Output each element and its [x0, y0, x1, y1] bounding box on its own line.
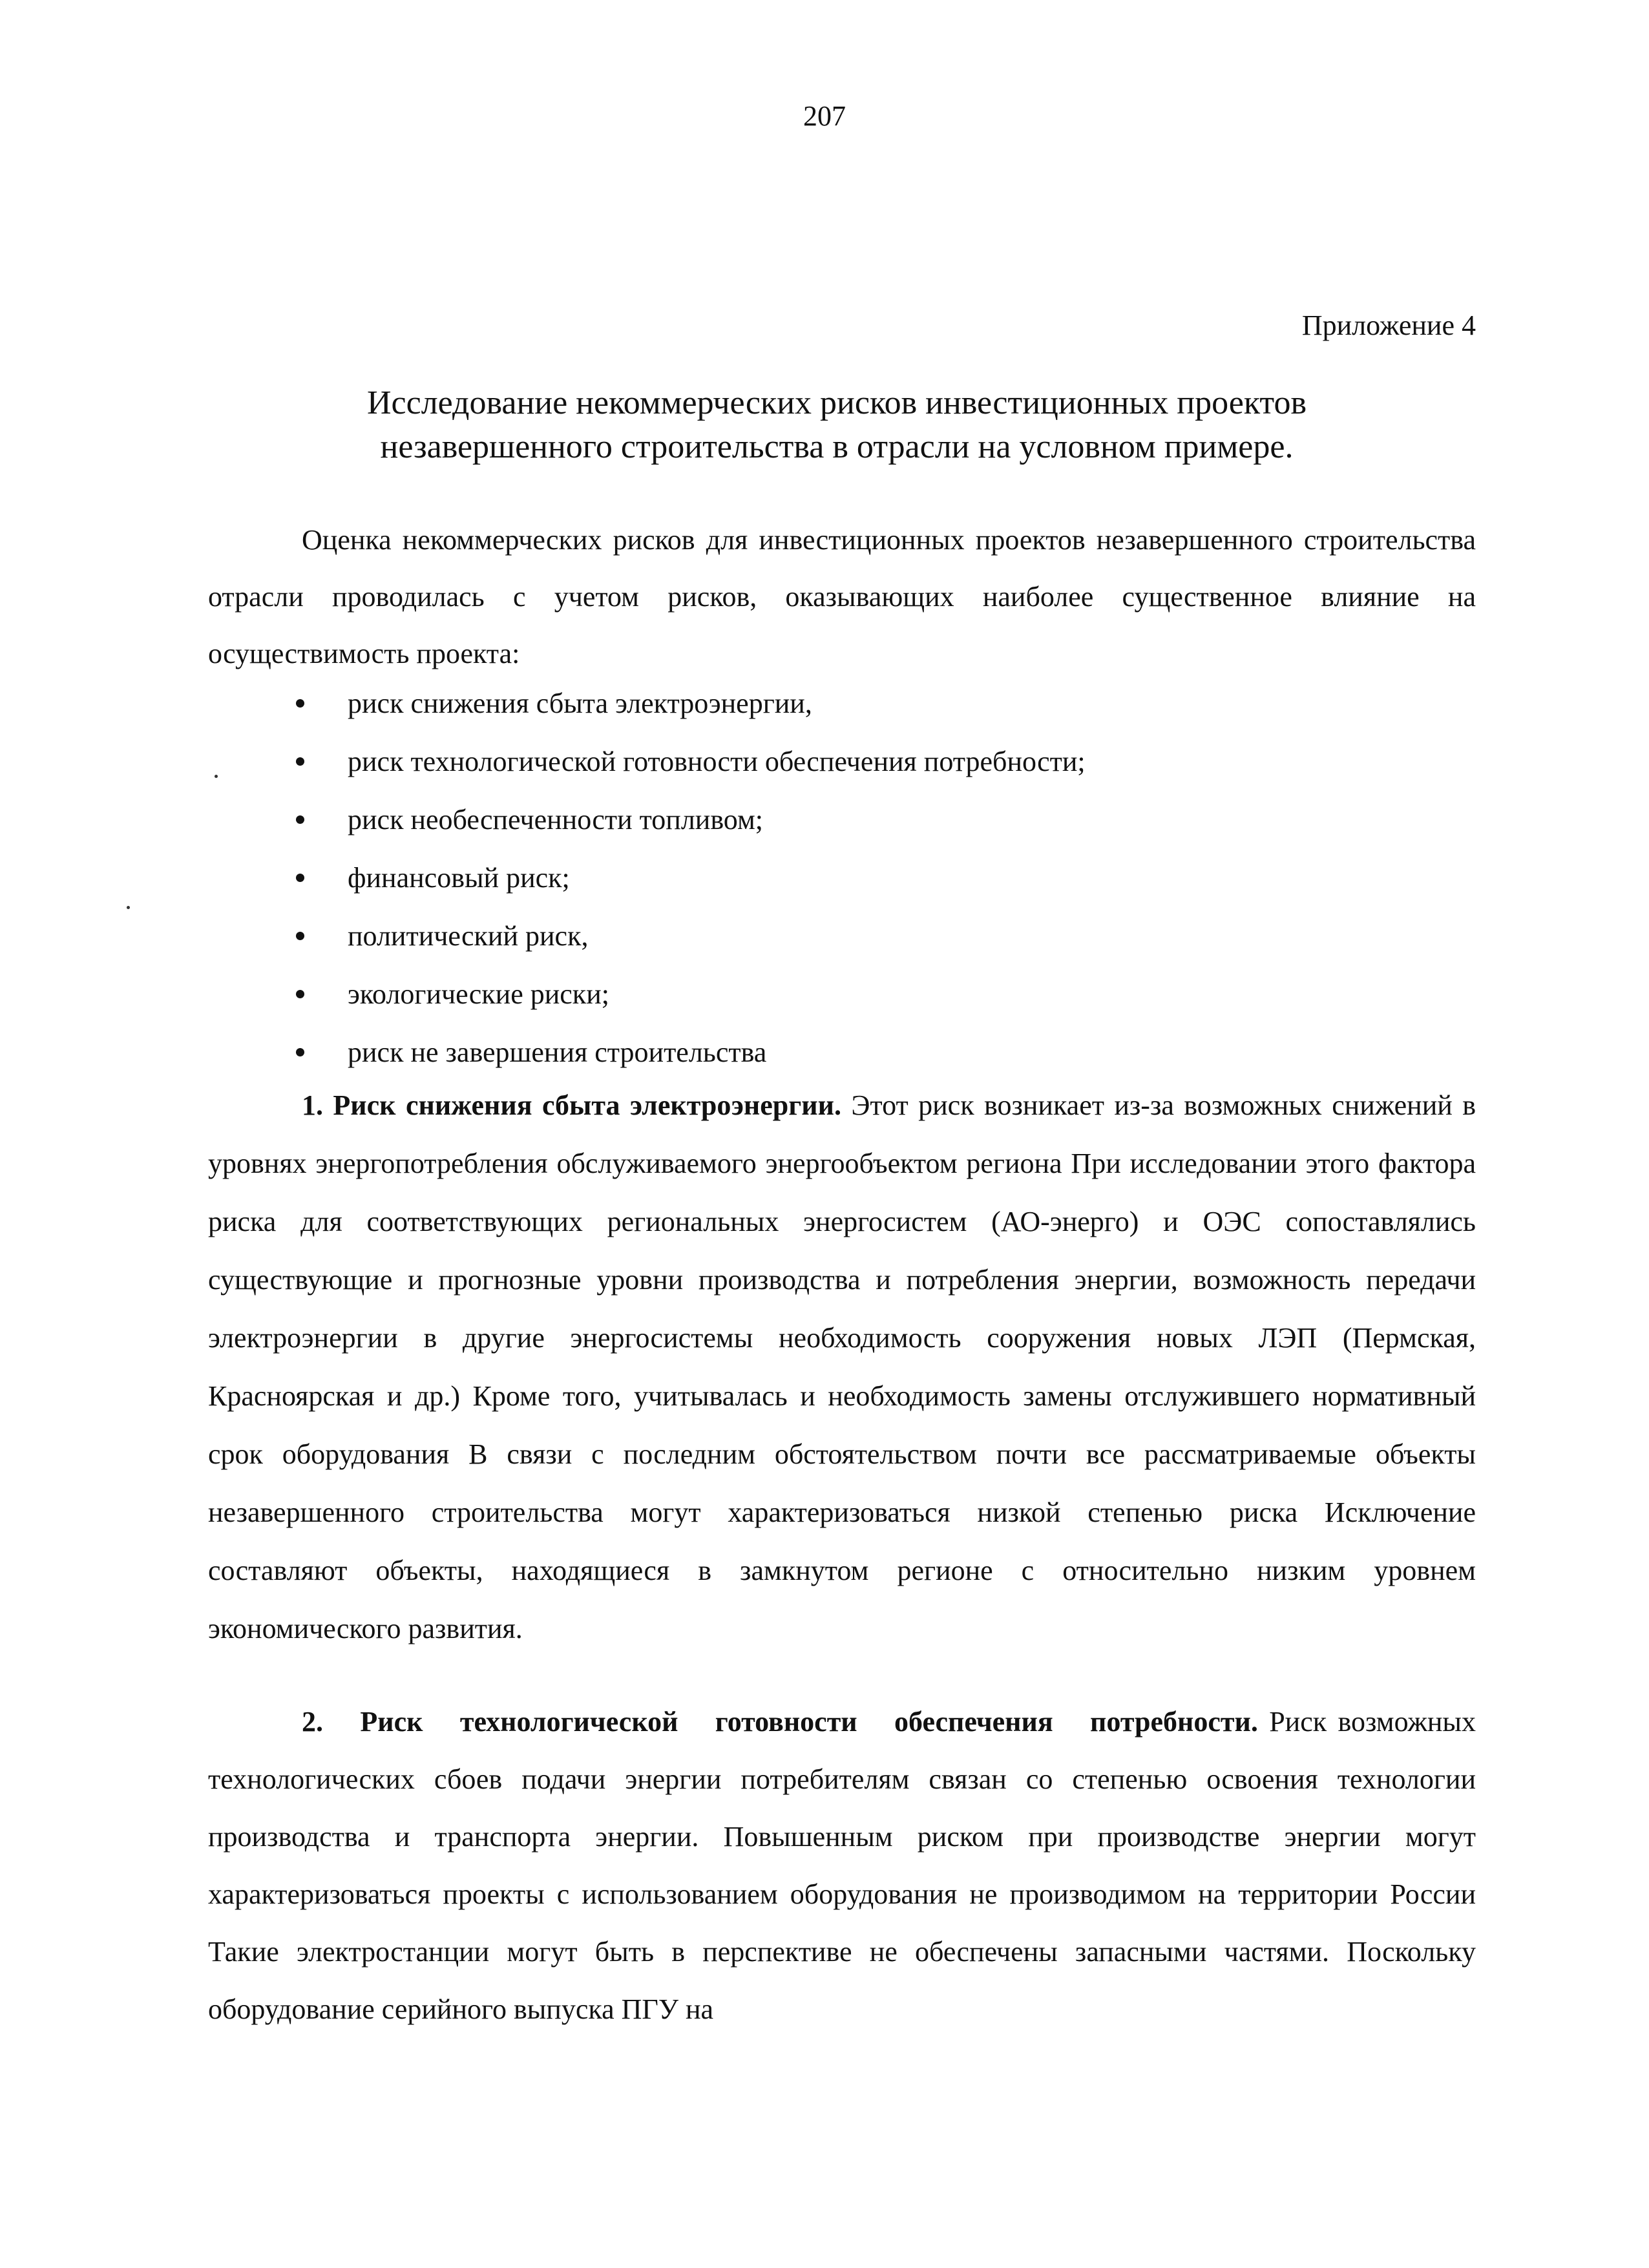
bullet-icon	[296, 1048, 304, 1056]
list-item	[296, 675, 1086, 733]
list-item-text: риск необеспеченности топливом;	[348, 804, 764, 835]
list-item-text: риск технологической готовности обеспечения потребности;	[348, 746, 1086, 777]
list-item	[296, 733, 1086, 791]
list-item	[296, 965, 1086, 1024]
list-item-text: риск снижения сбыта электроэнергии,	[348, 688, 812, 719]
page-number: 207	[803, 100, 846, 132]
list-item-text: экологические риски;	[348, 978, 609, 1010]
bullet-icon	[296, 757, 304, 766]
section-2-body: Риск возможных технологических сбоев подачи энергии потребителям связан со степенью освоения технологии производства и транспорта энергии. Повышенным риском при производстве энергии могут характеризоваться проекты с использованием оборудования не производимом на территории России Такие электростанции могут быть в перспективе не обеспечены запасными частями. Поскольку оборудование серийного выпуска ПГУ на	[208, 1706, 1476, 2025]
scan-speck	[215, 775, 218, 778]
bullet-icon	[296, 874, 304, 882]
intro-paragraph: Оценка некоммерческих рисков для инвестиционных проектов незавершенного строительства отрасли проводилась с учетом рисков, оказывающих наиболее существенное влияние на осуществимость проекта:	[208, 524, 1476, 669]
list-item-text: финансовый риск;	[348, 862, 570, 894]
section-2-heading: 2. Риск технологической готовности обеспечения потребности.	[302, 1706, 1258, 1738]
section-1-body: Этот риск возникает из-за возможных снижений в уровнях энергопотребления обслуживаемого энергообъектом региона При исследовании этого фактора риска для соответствующих региональных энергосистем (АО-энерго) и ОЭС сопоставлялись существующие и прогнозные уровни производства и потребления энергии, возможность передачи электроэнергии в другие энергосистемы необходимость сооружения новых ЛЭП (Пермская, Красноярская и др.) Кроме того, учитывалась и необходимость замены отслужившего нормативный срок оборудования В связи с последним обстоятельством почти все рассматриваемые объекты незавершенного строительства могут характеризоваться низкой степенью риска Исключение составляют объекты, находящиеся в замкнутом регионе с относительно низким уровнем экономического развития.	[208, 1089, 1476, 1644]
section-1-paragraph	[208, 1076, 1476, 1658]
section-2-paragraph	[208, 1693, 1476, 2038]
bullet-icon	[296, 990, 304, 998]
list-item	[296, 849, 1086, 907]
document-title	[194, 381, 1480, 469]
bullet-icon	[296, 932, 304, 940]
title-line-1: Исследование некоммерческих рисков инвестиционных проектов	[367, 384, 1307, 421]
scan-speck	[127, 906, 130, 909]
list-item-text: политический риск,	[348, 920, 589, 952]
title-line-2: незавершенного строительства в отрасли на условном примере.	[380, 428, 1294, 465]
bullet-icon	[296, 699, 304, 708]
bullet-icon	[296, 815, 304, 824]
list-item	[296, 907, 1086, 965]
appendix-label: Приложение 4	[1301, 310, 1476, 341]
list-item	[296, 1024, 1086, 1082]
list-item-text: риск не завершения строительства	[348, 1036, 767, 1068]
risk-list	[296, 675, 1086, 1082]
section-1-heading: 1. Риск снижения сбыта электроэнергии.	[302, 1089, 841, 1121]
list-item	[296, 791, 1086, 849]
